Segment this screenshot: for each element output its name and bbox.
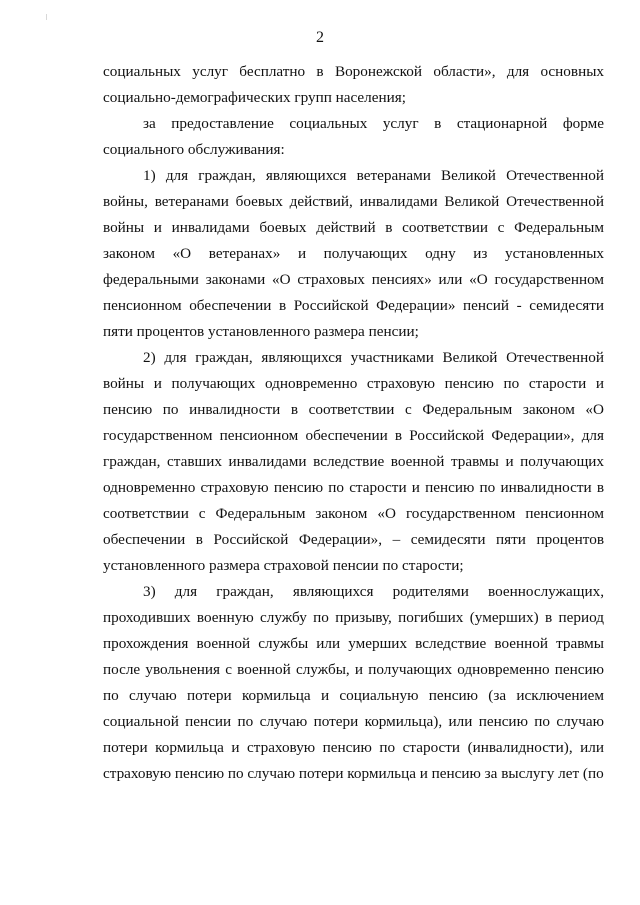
document-body	[103, 59, 604, 787]
paragraph-item-1: 1) для граждан, являющихся ветеранами Великой Отечественной войны, ветеранами боевых действий, инвалидами Великой Отечественной войны и инвалидами боевых действий в соответствии с Федеральным законом «О ветеранах» и получающих одну из установленных федеральными законами «О страховых пенсиях» или «О государственном пенсионном обеспечении в Российской Федерации» пенсий - семидесяти пяти процентов установленного размера пенсии;	[103, 167, 604, 340]
paragraph-stationary-service: за предоставление социальных услуг в стационарной форме социального обслуживания:	[103, 115, 604, 158]
scan-mark	[46, 14, 47, 20]
paragraph-item-3: 3) для граждан, являющихся родителями военнослужащих, проходивших военную службу по призыву, погибших (умерших) в период прохождения военной службы или умерших вследствие военной травмы после увольнения с военной службы, и получающих одновременно пенсию по случаю потери кормильца и социальную пенсию (за исключением социальной пенсии по случаю потери кормильца), или пенсию по случаю потери кормильца и страховую пенсию по старости (инвалидности), или страховую пенсию по случаю потери кормильца и пенсию за выслугу лет (по	[103, 583, 604, 782]
page-number: 2	[316, 29, 324, 46]
paragraph-continuation: социальных услуг бесплатно в Воронежской области», для основных социально-демографических групп населения;	[103, 63, 604, 106]
paragraph-item-2: 2) для граждан, являющихся участниками Великой Отечественной войны и получающих одновременно страховую пенсию по старости и пенсию по инвалидности в соответствии с Федеральным законом «О государственном пенсионном обеспечении в Российской Федерации», для граждан, ставших инвалидами вследствие военной травмы и получающих одновременно страховую пенсию по старости и пенсию по инвалидности в соответствии с Федеральным законом «О государственном пенсионном обеспечении в Российской Федерации», – семидесяти пяти процентов установленного размера страховой пенсии по старости;	[103, 349, 604, 574]
